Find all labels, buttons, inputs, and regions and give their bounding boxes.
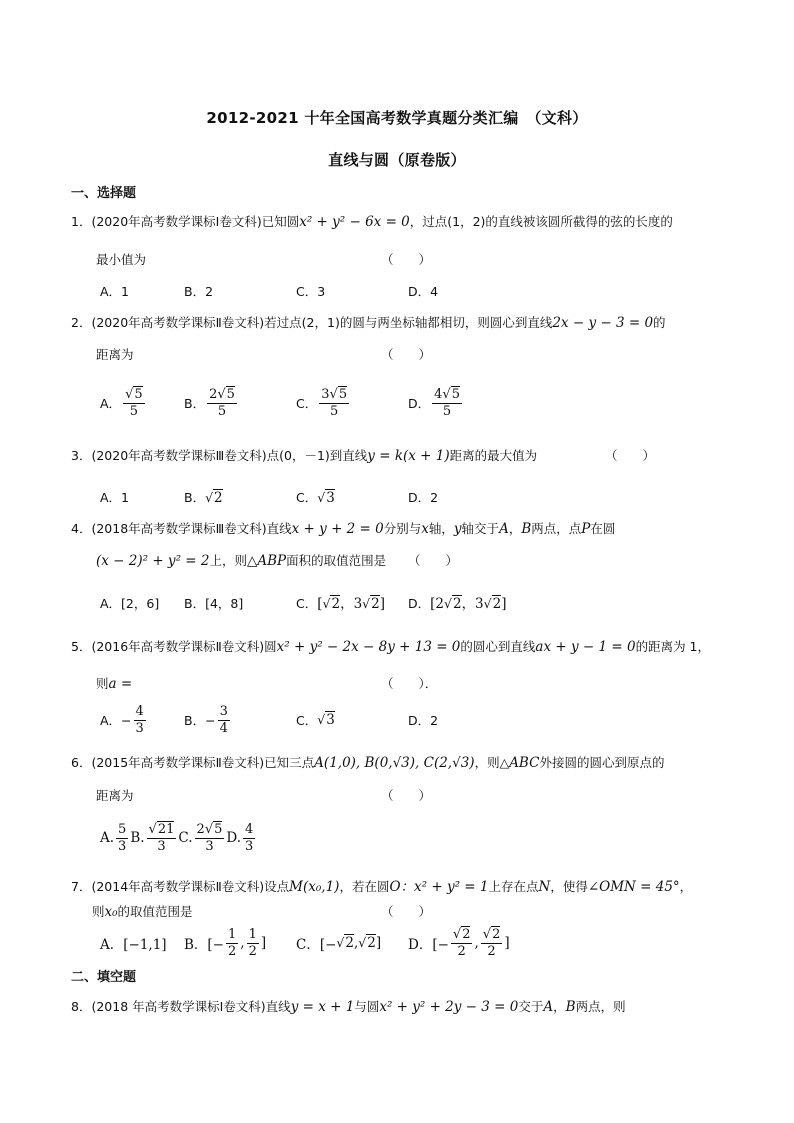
square-root: √3 [317,490,335,506]
math-variable: y [453,521,462,537]
question-7 [71,877,692,897]
radicand: 2 [371,596,380,612]
option-c [296,488,335,508]
question-number: 5． [71,639,92,654]
option-label: A. [100,830,115,846]
option-d [408,923,510,963]
option-label: B. [130,830,145,846]
denominator: 3 [205,838,214,854]
math-expression: x² + y² − 6x = 0 [299,214,410,230]
option-c [296,594,385,614]
question-text: 的 [653,315,666,330]
denominator: 5 [217,403,227,419]
coefficient: 2 [196,821,205,837]
bracket: ] [260,935,267,951]
question-text: 面积的取值范围是 [286,553,387,568]
square-root: √5 [204,821,223,837]
option-c [296,700,335,740]
comma: , [240,935,245,951]
question-text: 则 [92,904,105,919]
option-label: D． [408,596,431,611]
coefficient: 3 [321,386,330,402]
question-text: 两点，则 [575,999,626,1014]
question-text: 则 [96,676,109,691]
question-text: 上存在点 [488,879,539,894]
question-number: 3． [71,448,92,463]
question-text: 与圆 [354,999,380,1014]
denominator: 5 [129,403,138,419]
answer-blank [381,674,437,692]
denominator: 2 [457,943,466,959]
denominator: 4 [219,720,228,736]
question-text: 在圆 [590,521,616,536]
fraction [451,927,473,960]
math-expression: x + y + 2 = 0 [291,521,384,537]
denominator: 2 [228,943,237,959]
math-variable: A [543,999,554,1015]
square-root: √2 [452,926,471,942]
math-expression: y = x + 1 [290,999,355,1015]
section-heading-choice: 一、选择题 [71,186,137,201]
fraction [319,387,349,420]
fraction [481,927,503,960]
question-number: 7． [71,879,92,894]
comma: , [353,935,359,951]
radicand: 5 [214,821,223,837]
numerator: 4 [135,703,144,719]
numerator: 1 [248,926,257,942]
option-b [184,923,266,963]
numerator: 4 [245,821,254,837]
fraction [207,387,237,420]
question-6 [71,753,664,773]
radicand: 2 [214,490,223,506]
math-expression: M(x₀,1) [289,879,340,895]
math-variable: A [499,521,509,537]
radicand: 5 [226,386,235,402]
option-label: C. [178,830,193,846]
question-number: 4． [71,521,92,536]
math-expression: △ABP [246,553,287,569]
question-text: ，过点(1，2)的直线被该圆所截得的弦的长度的 [409,214,673,229]
question-text: 外接圆的圆心到原点的 [539,755,665,770]
option-label: C． [296,596,318,611]
option-label: B． [184,396,206,411]
answer-blank: （ ） [408,553,459,568]
question-text: ， [553,999,566,1014]
square-root: √2 [358,935,376,951]
math-expression: A(1,0), B(0,√3), C(2,√3) [314,755,475,771]
denominator: 2 [248,943,257,959]
question-5-line-2 [96,674,132,694]
math-expression: 2x − y − 3 = 0 [552,315,654,331]
math-expression: x² + y² = 1 [414,879,489,895]
fraction [134,704,146,737]
option-c [296,383,351,423]
question-text: (2018年高考数学课标Ⅲ卷文科)直线 [91,521,292,536]
option-group [100,818,257,858]
document-title: 2012-2021 十年全国高考数学真题分类汇编 （文科） [206,109,588,127]
question-number: 2． [71,315,92,330]
fraction [218,704,230,737]
question-text: (2014年高考数学课标Ⅱ卷文科)设点 [91,879,290,894]
square-root: √2 [322,596,341,612]
question-text: (2016年高考数学课标Ⅱ卷文科)圆 [91,639,277,654]
option-a: A．1 [100,490,130,505]
fraction [147,822,177,855]
square-root: √5 [442,386,460,402]
denominator: 5 [442,403,452,419]
option-text: A．[−1,1] [100,937,167,953]
answer-blank: （ ） [381,252,432,267]
option-d [408,700,438,740]
math-text: ，3 [461,596,484,612]
question-5-options [100,700,700,740]
question-text: 交于 [518,999,544,1014]
question-7-options [100,923,700,963]
option-d: D．2 [408,490,439,505]
option-label: A． [100,396,122,411]
question-text: ，若在圆 [339,879,390,894]
option-label: B． [184,490,206,505]
fraction [123,387,145,420]
denominator: 3 [118,838,127,854]
radicand: 5 [338,386,348,402]
question-1-line-2: 最小值为 [96,252,147,267]
comma: , [474,935,479,951]
period: ． [424,676,438,691]
math-variable: x₀ [104,904,118,920]
document-subtitle: 直线与圆（原卷版） [328,151,466,169]
radicand: 2 [452,596,462,612]
option-label: C． [296,490,318,505]
question-text: 分别与 [383,521,422,536]
radicand: 21 [157,821,175,837]
option-d [408,383,464,423]
option-label: A．− [100,713,132,728]
square-root: √2 [483,596,502,612]
option-a [100,700,148,740]
denominator: 3 [157,838,166,854]
coefficient: 4 [434,386,443,402]
radicand: 2 [492,596,502,612]
square-root: √5 [125,386,143,402]
math-variable: O： [389,879,415,895]
math-variable: P [581,521,591,537]
option-b [184,700,232,740]
math-variable: B [521,521,532,537]
denominator: 3 [245,838,254,854]
math-expression: x² + y² + 2y − 3 = 0 [379,999,519,1015]
radicand: 2 [345,935,354,951]
numerator: 3 [219,703,228,719]
answer-blank: （ ） [381,904,432,919]
square-root: √2 [336,935,354,951]
math-expression: ax + y − 1 = 0 [535,639,636,655]
math-text: ，3 [340,596,363,612]
question-4 [71,519,615,539]
question-8 [71,997,626,1017]
option-label: D．[− [408,937,449,953]
option-b [184,383,239,423]
question-1 [71,212,673,232]
numerator: 5 [118,821,127,837]
option-b: B．[4，8] [184,596,244,611]
question-text: (2018 年高考数学课标Ⅰ卷文科)直线 [91,999,291,1014]
answer-blank: （ ） [381,788,432,803]
question-text: ， [508,521,522,536]
option-c [296,923,381,963]
question-3 [71,446,537,466]
section-heading-fill: 二、填空题 [71,970,137,985]
math-variable: x [421,521,429,537]
radicand: 5 [134,386,143,402]
question-6-line-2: 距离为 [96,788,134,803]
question-2 [71,313,666,333]
fraction [247,927,259,960]
option-a [100,923,167,963]
question-number: 6． [71,755,92,770]
question-text: 上，则 [209,553,247,568]
square-root: √2 [444,596,462,612]
radicand: 2 [462,926,471,942]
question-text: (2020年高考数学课标Ⅲ卷文科)点(0，－1)到直线 [91,448,368,463]
question-6-options [100,818,700,858]
math-expression: a = [108,676,133,692]
answer-blank: （ ） [381,347,432,362]
question-text: (2020年高考数学课标Ⅰ卷文科)已知圆 [91,214,300,229]
answer-paren: （ ） [381,676,425,691]
option-d: D．4 [408,284,439,299]
bracket: ] [504,935,510,951]
option-label: C． [296,396,318,411]
math-expression: ∠OMN = 45° [587,879,680,895]
coefficient: 2 [209,386,218,402]
radicand: 3 [326,712,335,728]
square-root: √2 [205,490,223,506]
option-c: C．3 [296,284,326,299]
option-label: D. [226,830,242,846]
question-4-line-2 [96,551,386,571]
fraction [226,927,238,960]
radicand: 5 [451,386,460,402]
option-b: B．2 [184,284,214,299]
question-text: 轴， [428,521,454,536]
math-variable: ABC [509,755,540,771]
option-label: D． [408,396,431,411]
fraction [116,822,128,855]
math-expression: (x − 2)² + y² = 2 [96,553,210,569]
option-label: C．[− [296,937,337,953]
radicand: 2 [367,935,376,951]
numerator: 1 [228,926,237,942]
option-label: B．− [184,713,216,728]
option-label: C． [296,713,318,728]
option-d [408,594,507,614]
square-root: √21 [148,821,175,837]
question-text: (2015年高考数学课标Ⅱ卷文科)已知三点 [91,755,315,770]
bracket: ] [375,935,382,951]
fraction [243,822,255,855]
denominator: 3 [135,720,144,736]
bracket: [ [317,596,323,612]
option-a: A．[2，6] [100,596,160,611]
math-expression: x² + y² − 2x − 8y + 13 = 0 [276,639,461,655]
question-text: ，则△ [474,755,510,770]
question-text: ， [679,879,693,894]
option-text: D．2 [408,713,439,728]
option-label: B．[− [184,937,224,953]
question-number: 8． [71,999,92,1014]
denominator: 2 [487,943,496,959]
square-root: √5 [329,386,348,402]
square-root: √2 [362,596,380,612]
question-number: 1． [71,214,92,229]
question-5 [71,637,710,657]
math-expression: y = k(x + 1) [367,448,450,464]
bracket: ] [379,596,386,612]
denominator: 5 [330,403,339,419]
answer-blank: （ ） [605,448,656,463]
radicand: 2 [331,596,341,612]
option-a [100,383,147,423]
fraction [195,822,225,855]
question-text: (2020年高考数学课标Ⅱ卷文科)若过点(2，1)的圆与两坐标轴都相切，则圆心到直线 [91,315,553,330]
square-root: √2 [482,926,501,942]
square-root: √3 [317,712,335,728]
option-a: A．1 [100,284,130,299]
question-text: 的距离为 1， [635,639,711,654]
bracket: ] [501,596,507,612]
question-2-options [100,383,700,423]
radicand: 3 [326,490,335,506]
question-text: 距离的最大值为 [449,448,538,463]
radicand: 2 [492,926,501,942]
option-b [184,488,223,508]
math-variable: B [565,999,576,1015]
question-2-line-2: 距离为 [96,347,134,362]
math-text: [2 [430,596,444,612]
question-text: 的取值范围是 [117,904,193,919]
square-root: √5 [217,386,235,402]
question-text: ，使得 [550,879,588,894]
question-text: 两点，点 [531,521,582,536]
math-variable: N [538,879,551,895]
question-7-line-2 [92,902,193,922]
question-text: 的圆心到直线 [460,639,536,654]
fraction [432,387,462,420]
question-text: 轴交于 [461,521,500,536]
